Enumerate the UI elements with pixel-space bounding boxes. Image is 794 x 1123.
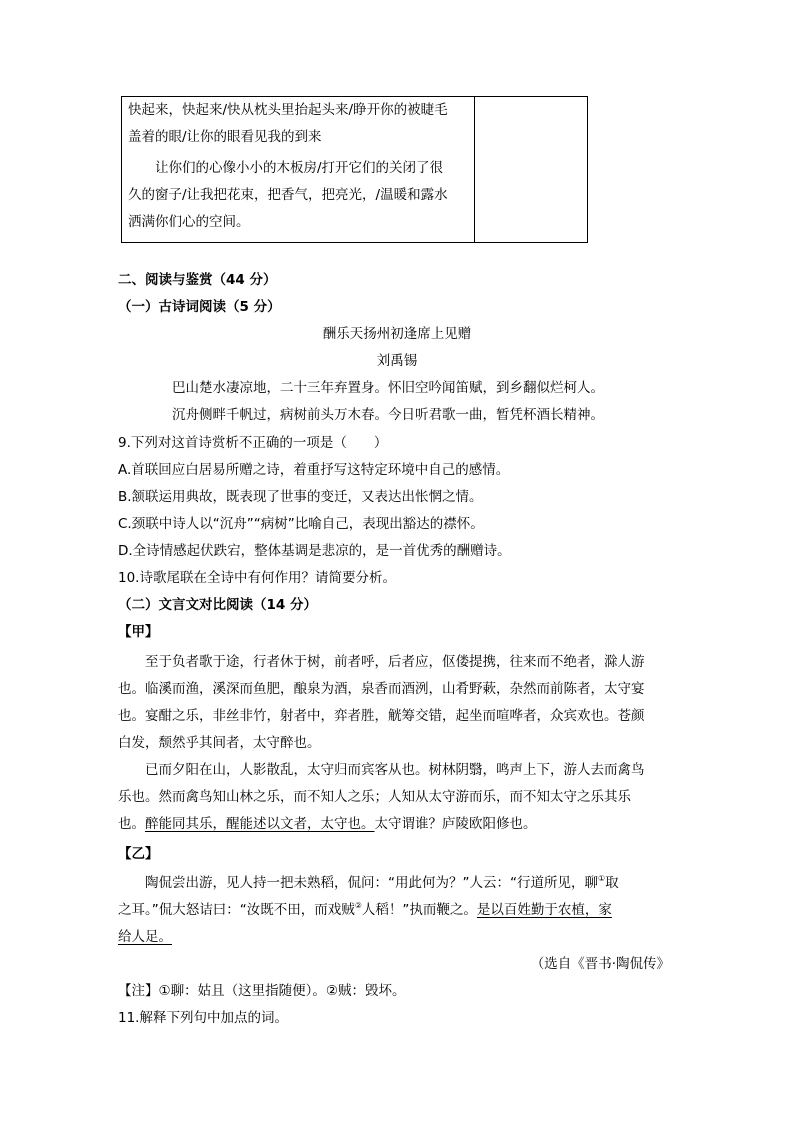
passage-jia-line-7 (118, 811, 537, 838)
passage-jia-line-6: 乐也。然而禽鸟知山林之乐，而不知人之乐；人知从太守游而乐，而不知太守之乐其乐 (118, 789, 631, 805)
passage-jia-underlined-sentence: 醉能同其乐，醒能述以文者，太守也。 (145, 816, 375, 832)
table-line-1: 快起来，快起来/快从枕头里抬起头来/睁开你的被睫毛 (128, 102, 448, 118)
poem-excerpt-table (121, 96, 588, 243)
table-line-2: 盖着的眼/让你的眼看见我的到来 (128, 129, 322, 145)
passage-yi-line-1 (118, 870, 619, 897)
question-11: 11.解释下列句中加点的词。 (118, 1010, 288, 1026)
passage-yi-line-2-text: 之耳。”侃大怒诘曰：“汝既不田，而戏贼 (118, 902, 355, 918)
section-heading: 二、阅读与鉴赏（44 分） (118, 272, 277, 288)
passage-jia-line-1: 至于负者歌于途，行者休于树，前者呼，后者应，伛偻提携，往来而不绝者，滁人游 (118, 654, 645, 670)
poem-line-1: 巴山楚水凄凉地，二十三年弃置身。怀旧空吟闻笛赋，到乡翻似烂柯人。 (172, 380, 604, 396)
passage-yi-line-1-end: 取 (605, 875, 619, 891)
passage-jia-last-post: 太守谓谁？庐陵欧阳修也。 (374, 816, 537, 832)
passage-yi-underlined-sentence-2: 给人足。 (118, 929, 172, 945)
passage-jia-line-5: 已而夕阳在山，人影散乱，太守归而宾客从也。树林阴翳，鸣声上下，游人去而禽鸟 (118, 762, 645, 778)
passage-yi-label: 【乙】 (118, 846, 159, 862)
question-10: 10.诗歌尾联在全诗中有何作用？请简要分析。 (118, 570, 396, 586)
passage-jia-line-4: 白发，颓然乎其间者，太守醉也。 (118, 735, 321, 751)
question-9-stem: 9.下列对这首诗赏析不正确的一项是（ ） (118, 435, 388, 451)
footnote-marker-2: ② (354, 901, 362, 910)
question-9-option-a: A.首联回应白居易所赠之诗，着重抒写这特定环境中自己的感情。 (118, 462, 510, 478)
passage-yi-underlined-sentence-1: 是以百姓勤于农植，家 (476, 902, 612, 918)
passage-yi-line-3 (118, 924, 172, 951)
table-line-5: 洒满你们心的空间。 (128, 214, 250, 230)
poem-line-2: 沉舟侧畔千帆过，病树前头万木春。今日听君歌一曲，暂凭杯酒长精神。 (172, 407, 604, 423)
passage-jia-label: 【甲】 (118, 624, 159, 640)
passage-yi-line-2 (118, 897, 612, 924)
footnote-marker-1: ① (597, 874, 606, 883)
footnotes: 【注】①聊：姑且（这里指随便）。②贼：毁坏。 (118, 983, 406, 999)
question-9-option-c: C.颈联中诗人以“沉舟”“病树”比喻自己，表现出豁达的襟怀。 (118, 516, 484, 532)
table-line-3: 让你们的心像小小的木板房/打开它们的关闭了很 (128, 160, 444, 176)
poem-author: 刘禹锡 (376, 353, 418, 369)
question-9-option-b: B.颔联运用典故，既表现了世事的变迁，又表达出怅惘之情。 (118, 489, 483, 505)
passage-yi-source: （选自《晋书·陶侃传》 (530, 956, 670, 972)
passage-yi-line-1-text: 陶侃尝出游，见人持一把未熟稻，侃问：“用此何为？”人云：“行道所见，聊 (118, 875, 598, 891)
passage-jia-line-3: 也。宴酣之乐，非丝非竹，射者中，弈者胜，觥筹交错，起坐而喧哗者，众宾欢也。苍颜 (118, 708, 645, 724)
passage-jia-last-pre: 也。 (118, 816, 145, 832)
table-line-4: 久的窗子/让我把花束，把香气，把亮光，/温暖和露水 (128, 187, 448, 203)
subsection-heading-poetry: （一）古诗词阅读（5 分） (118, 299, 281, 315)
passage-jia-line-2: 也。临溪而渔，溪深而鱼肥，酿泉为酒，泉香而酒洌，山肴野蔌，杂然而前陈者，太守宴 (118, 681, 645, 697)
table-divider (474, 97, 475, 242)
question-9-option-d: D.全诗情感起伏跌宕，整体基调是悲凉的，是一首优秀的酬赠诗。 (118, 543, 511, 559)
subsection-heading-classical: （二）文言文对比阅读（14 分） (118, 597, 317, 613)
passage-yi-line-2-mid: 人稻！”执而鞭之。 (361, 902, 477, 918)
poem-title: 酬乐天扬州初逢席上见赠 (322, 326, 472, 342)
